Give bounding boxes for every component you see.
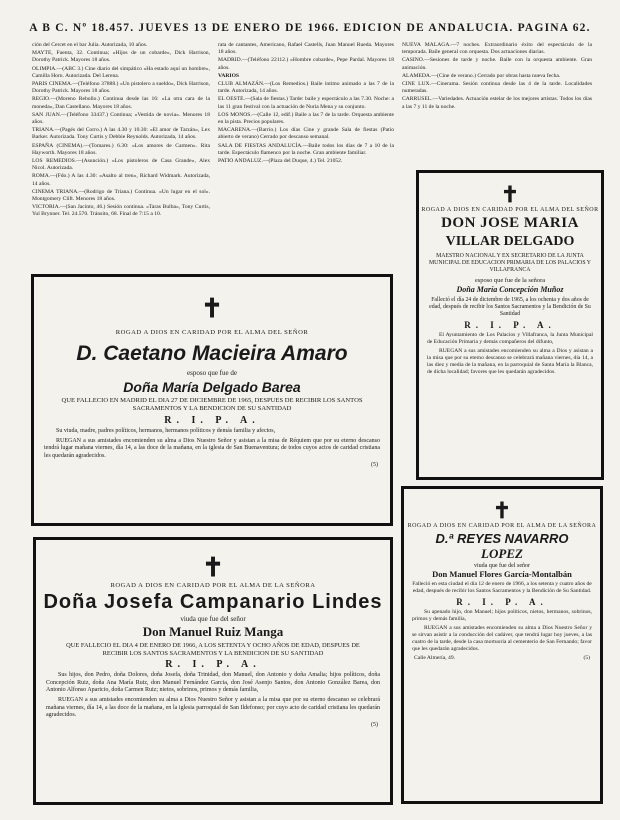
cross-icon: ✝: [201, 294, 223, 323]
obituary-body: [46, 672, 380, 720]
death-details: QUE FALLECIO EL DIA 4 DE ENERO DE 1966, A LOS SETENTA Y OCHO AÑOS DE EDAD, DESPUES DE RECIBIR LOS SANTOS SACRAMENTOS Y LA BENDICION DE SU SANTIDAD: [66, 642, 360, 657]
ad-number: (5): [583, 655, 590, 661]
listing-entry: ROMA.—(Fdo.) A las 4.30: «Asalto al tren», Richard Widmark. Autorizada, 14 años.: [32, 173, 210, 187]
spouse-name: Doña María Concepción Muñoz: [456, 285, 564, 294]
listing-entry: OLIMPIA.—(ABC 3.) Cine diario del simpático «Ha estado aquí un hombre», Camilla Horn. Autorizada. Del Lerena.: [32, 65, 210, 79]
listing-entry: ALAMEDA.—(Cine de verano.) Cerrado por obras hasta nueva fecha.: [402, 72, 561, 79]
cross-icon: ✝: [492, 498, 512, 523]
deceased-name-line2: LOPEZ: [481, 546, 523, 561]
obituary-body: [44, 428, 380, 460]
spouse-intro: viuda que fue del señor: [474, 563, 530, 569]
deceased-name-line2: VILLAR DELGADO: [445, 234, 575, 249]
listing-entry: LOS REMEDIOS.—(Asunción.) «Los pistoleros de Casa Grande», Alex Nicol. Autorizada.: [32, 158, 210, 172]
role-details: MAESTRO NACIONAL Y EX SECRETARIO DE LA JUNTA MUNICIPAL DE EDUCACION PRIMARIA DE LOS PALACIOS Y VILLAFRANCA: [429, 253, 591, 273]
listings-column-2: [218, 42, 394, 272]
prayer-line: ROGAD A DIOS EN CARIDAD POR EL ALMA DE LA SEÑORA: [407, 523, 597, 529]
listing-entry: CLUB ALMAZÁN.—(Los Remedios.) Baile intimo animado a las 7 de la tarde. Autorizada, 14 años.: [218, 81, 394, 95]
request-paragraph: RUEGAN a sus amistades encomienden su alma a Dios Nuestro Señor y se sirvan asistir a la conducción del cadáver, que tendrá lugar hoy jueves, a las cuatro de la tarde, desde la casa mortuoria al cementerio de San Fernando; favor que les quedarán agradecidos.: [412, 625, 592, 652]
address-line: [414, 655, 590, 661]
listing-entry: ESPAÑA (CINEMA).—(Tomares.) 6.30: «Los amores de Carmen». Rita Hayworth. Mayores 18 años.: [32, 142, 210, 156]
obituary-reyes: [401, 486, 603, 804]
listing-entry: REGIO.—(Moreno Rebollo.) Continua desde las 16: «La otra cara de la moneda», Dan Castellano. Mayores 18 años.: [32, 96, 210, 110]
obituary-caetano: [31, 274, 393, 526]
listing-entry: MACARENA.—(Barrio.) Los días Cine y grande Sala de fiestas (Patio abierto de verano) Cerrado por descanso semanal.: [218, 127, 394, 141]
listing-entry: TRIANA.—(Pagés del Corro.) A las 4.30 y 10.30: «El amor de Tarzán», Lex Barker. Autorizada. Tony Curtis y Debbie Reynolds. Autorizada, 14 años.: [32, 127, 210, 141]
ripa-line: R. I. P. A.: [456, 597, 548, 607]
death-details: Falleció el día 24 de diciembre de 1965, a los ochenta y dos años de edad, después de recibir los Santos Sacramentos y la Bendición de Su Santidad: [429, 297, 591, 317]
listing-entry: VARIOS: [218, 72, 240, 79]
listing-entry: VICTORIA.—(San Jacinto, 46.) Sesión continua. «Taras Bulba», Tony Curtis, Yul Brynner. Tel. 24.570. Tránsito, 68. Final de 7:15 a 10.: [32, 204, 210, 218]
listing-entry: PARIS CINEMA.—(Teléfono 37888.) «Un pistolero a sueldo», Dick Harrison, Dorothy Patrick. Mayores 18 años.: [32, 81, 210, 95]
listing-entry: CINE LUX.—Cinerama. Sesión continua desde las 4 de la tarde. Localidades numeradas.: [402, 81, 592, 95]
listing-entry: MADRID.—(Teléfono 22112.) «Hombre cobarde», Pepe Pardal. Mayores 18 años.: [218, 57, 394, 71]
request-paragraph: RUEGAN a sus amistades encomienden su alma a Dios Nuestro Señor y asistan a la misa de Réquiem que por su eterno descanso tendrá lugar mañana viernes, día 14, a las doce de la mañana, en la iglesia de San Buenaventura; de todos cuyos actos de caridad cristiana les quedarán agradecidos.: [44, 437, 380, 459]
spouse-name: Don Manuel Ruiz Manga: [142, 624, 284, 639]
listing-entry: MAYTE, Fuenta, 32. Continua; «Hijos de un cobarde», Dick Harrison, Dorothy Patrick. Mayores 18 años.: [32, 50, 210, 64]
cross-icon: ✝: [500, 182, 520, 207]
death-details: Falleció en esta ciudad el día 12 de enero de 1966, a los setenta y cuatro años de edad, después de recibir los Santos Sacramentos y la Bendición de Su Santidad.: [412, 581, 592, 594]
address-text: Calle Almería, 49.: [414, 655, 456, 661]
listings-column-3: [402, 42, 592, 168]
listing-entry: rata de cantantes, Americano, Rafael Castells, Juan Manuel Rueda. Mayores 18 años.: [218, 42, 394, 56]
page-header: A B C. Nº 18.457. JUEVES 13 DE ENERO DE 1966. EDICION DE ANDALUCIA. PAGINA 62.: [29, 22, 591, 34]
ripa-line: R. I. P. A.: [464, 320, 556, 330]
obituary-jose-maria: [416, 170, 604, 480]
listing-entry: CINEMA TRIANA.—(Rodrigo de Triana.) Continua. «Un lugar en el sol». Montgomery Clift. Menores 18 años.: [32, 188, 210, 203]
prayer-line: ROGAD A DIOS EN CARIDAD POR EL ALMA DE LA SEÑORA: [110, 582, 316, 589]
death-details: QUE FALLECIO EN MADRID EL DIA 27 DE DICIEMBRE DE 1965, DESPUES DE RECIBIR LOS SANTOS SACRAMENTOS Y LA BENDICION DE SU SANTIDAD: [61, 397, 363, 412]
family-paragraph: Su apenado hijo, don Manuel; hijos políticos, nietos, hermanos, sobrinos, primos y demás familia,: [412, 609, 592, 622]
family-paragraph: Sus hijos, don Pedro, doña Dolores, doña Josefa, doña Trinidad, don Manuel, don Antonio y doña Amalia; hijos políticos, doña Concepción Ruiz, doña Ana María Ruiz, don Manuel Fernández Garcia, don José Asenjo Santos, don Antonio González Barea, don Antonio Alfonso Aparicio, doña Carmen Ruiz; nietos, sobrinos, primos y demás familia,: [46, 672, 380, 694]
prayer-line: ROGAD A DIOS EN CARIDAD POR EL ALMA DEL SEÑOR: [421, 207, 599, 213]
ad-number: (5): [371, 462, 378, 469]
listing-entry: CASINO.—Sesiones de tarde y noche. Baile con la orquesta ambiente. Gran animación.: [402, 57, 592, 71]
listing-entry: ción del Cercet en el bar Julia. Autorizada, 10 años.: [32, 42, 148, 48]
obituary-body: [427, 332, 593, 376]
deceased-name: D. Caetano Macieira Amaro: [76, 342, 348, 365]
cross-icon: ✝: [202, 553, 224, 582]
listing-entry: SAN JUAN.—(Teléfono 33437.) Continua; «Vestida de novia». Menores 18 años.: [32, 111, 210, 126]
listing-entry: LOS MONOS.—(Calle 12, edif.) Baile a las 7 de la tarde. Orquesta ambiente en la pista. Precios populares.: [218, 111, 394, 126]
family-paragraph: El Ayuntamiento de Los Palacios y Villafranca, la Junta Municipal de Educación Primaria y demás compañeros del difunto,: [427, 332, 593, 345]
obituary-body: [412, 609, 592, 653]
deceased-name-line1: D.ª REYES NAVARRO: [435, 531, 569, 546]
listing-entry: SALA DE FIESTAS ANDALUCÍA.—Baile todos los días de 7 a 10 de la tarde. Espectáculo flamenco por la noche. Gran ambiente familiar.: [218, 142, 394, 156]
listing-entry: PATIO ANDALUZ.—(Plaza del Duque, 4.) Tel. 21052.: [218, 158, 343, 165]
spouse-intro: esposo que fue de la señora: [474, 277, 546, 284]
listing-entry: EL OESTE.—(Sala de fiestas.) Tarde: baile y espectáculo a las 7.30. Noche: a las 11 gran festival con la actuación de Nuria Mena y su conjunto.: [218, 96, 394, 110]
spouse-intro: viuda que fue del señor: [180, 615, 246, 623]
deceased-name: Doña Josefa Campanario Lindes: [43, 591, 383, 613]
prayer-line: ROGAD A DIOS EN CARIDAD POR EL ALMA DEL SEÑOR: [115, 329, 309, 336]
deceased-name-line1: DON JOSE MARIA: [441, 215, 579, 231]
spouse-name: Don Manuel Flores García-Montalbán: [432, 569, 572, 579]
ripa-line: R. I. P. A.: [165, 659, 261, 671]
listings-column-1: [32, 42, 210, 272]
spouse-intro: esposo que fue de: [187, 369, 237, 377]
listing-entry: CARRUSEL.—Variedades. Actuación estelar de los mejores artistas. Todos los días a las 7 y 11 de la noche.: [402, 96, 592, 110]
spouse-name: Doña María Delgado Barea: [123, 379, 301, 395]
obituary-josefa: [33, 537, 393, 805]
request-paragraph: RUEGAN a sus amistades encomienden su alma a Dios y asistan a la misa que por su eterno descanso se celebrará mañana viernes, día 14, a las diez y media de la mañana, en la parroquial de Santa María la Blanca, de dicha localidad; favores que les quedarán agradecidos.: [427, 348, 593, 375]
request-paragraph: RUEGAN a sus amistades encomienden su alma a Dios Nuestro Señor y asistan a la misa que por su eterno descanso se celebrará mañana viernes, día 14, a las doce de la mañana, en la iglesia parroquial de San Ildefonso; por cuyo acto de caridad cristiana les quedarán agradecidos.: [46, 696, 380, 719]
family-paragraph: Su viuda, madre, padres políticos, hermanos, hermanos políticos y demás familia y afectos,: [56, 428, 276, 434]
ripa-line: R. I. P. A.: [164, 415, 260, 426]
ad-number: (5): [371, 721, 378, 728]
listing-entry: NUEVA MÁLAGA.—7 noches. Extraordinario éxito del espectáculo de la temporada. Baile general con orquesta. Dos actuaciones diarias.: [402, 42, 592, 56]
